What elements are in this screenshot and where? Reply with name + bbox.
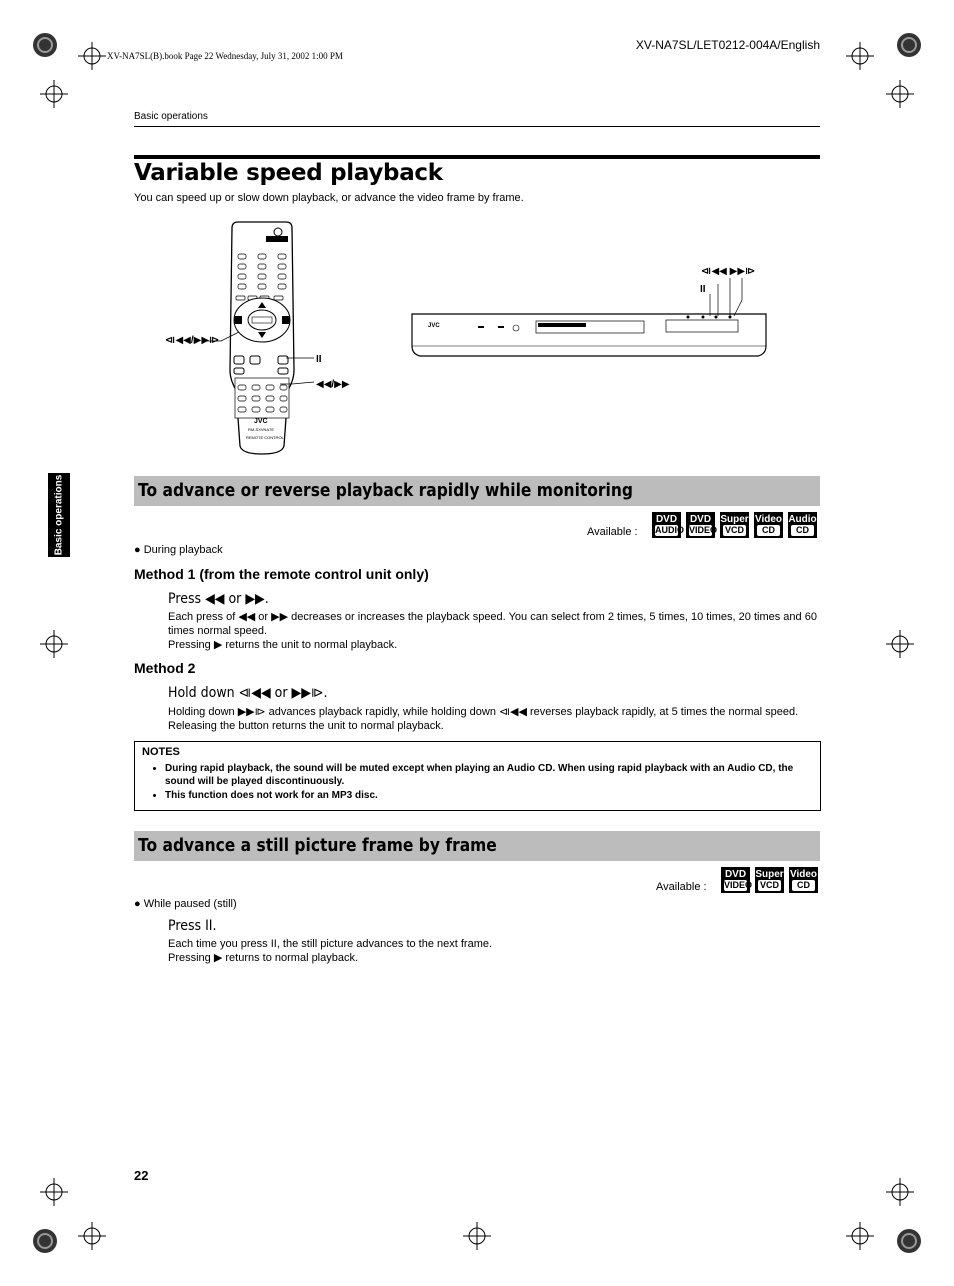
section1-heading-text: To advance or reverse playback rapidly while monitoring	[138, 480, 633, 501]
intro-text: You can speed up or slow down playback, or advance the video frame by frame.	[134, 192, 524, 204]
registration-mark-top-right	[894, 30, 924, 60]
crosshair-mark-left-lower	[40, 1178, 68, 1206]
bullet-icon: ●	[134, 898, 141, 910]
remote-search-leader	[280, 378, 316, 388]
crosshair-mark-right-lower	[886, 1178, 914, 1206]
title-rule	[134, 155, 820, 159]
method2-press: Hold down ⧏◀◀ or ▶▶⧐.	[168, 685, 328, 701]
notes-heading: NOTES	[142, 746, 180, 758]
section2-press: Press II.	[168, 918, 217, 934]
crosshair-mark-right-middle	[886, 630, 914, 658]
crosshair-mark-bottom-left	[78, 1222, 106, 1250]
crosshair-mark-bottom-right	[846, 1222, 874, 1250]
crosshair-mark-right-upper	[886, 80, 914, 108]
section2-description: Each time you press II, the still picture advances to the next frame.	[168, 938, 493, 950]
side-tab	[48, 473, 70, 557]
note-item: • During rapid playback, the sound will be muted except when playing an Audio CD. When using rapid playback with an Audio CD, the sound will be played discontinuously.	[165, 762, 815, 788]
page-number: 22	[134, 1168, 149, 1183]
disc-badge-super-vcd: Super VCD	[755, 867, 784, 893]
disc-badge-dvd-video: DVD VIDEO	[721, 867, 750, 893]
crosshair-mark-left-middle	[40, 630, 68, 658]
method2-heading: Method 2	[134, 660, 196, 676]
remote-brand: JVC	[254, 418, 268, 425]
player-pause-label: II	[700, 284, 706, 295]
method1-heading: Method 1 (from the remote control unit only)	[134, 566, 429, 582]
disc-badge-audio-cd: Audio CD	[788, 512, 817, 538]
section2-condition: ● While paused (still)	[134, 898, 237, 910]
remote-caption: REMOTE CONTROL	[246, 435, 284, 440]
section1-condition: ● During playback	[134, 544, 223, 556]
side-tab-label: Basic operations	[53, 474, 65, 556]
section2-heading	[134, 831, 820, 861]
remote-skip-label: ⧏◀◀/▶▶⧐	[165, 335, 220, 346]
method1-description-return: Pressing ▶ returns the unit to normal playback.	[168, 639, 398, 651]
section2-available-label: Available :	[656, 881, 707, 893]
remote-pause-leader	[286, 352, 316, 364]
disc-badge-video-cd: Video CD	[789, 867, 818, 893]
method1-press: Press ◀◀ or ▶▶.	[168, 591, 269, 607]
disc-badge-super-vcd: Super VCD	[720, 512, 749, 538]
crosshair-mark-top-right	[846, 42, 874, 70]
player-leaders	[700, 276, 750, 318]
registration-mark-bottom-right	[894, 1226, 924, 1256]
disc-badge-video-cd: Video CD	[754, 512, 783, 538]
section-divider	[134, 126, 820, 127]
crosshair-mark-left-upper	[40, 80, 68, 108]
section1-badges	[652, 512, 817, 538]
note-item: • This function does not work for an MP3 disc.	[165, 789, 815, 802]
disc-badge-dvd-audio: DVD AUDIO	[652, 512, 681, 538]
crosshair-mark-top-left	[78, 42, 106, 70]
section-label: Basic operations	[134, 111, 208, 122]
section1-available-label: Available :	[587, 526, 638, 538]
remote-pause-label: II	[316, 354, 322, 365]
remote-model: RM-SXVNA7E	[248, 427, 275, 432]
model-code: XV-NA7SL/LET0212-004A/English	[635, 38, 820, 52]
section2-badges	[721, 867, 818, 893]
notes-list	[141, 762, 815, 803]
remote-skip-leader	[205, 330, 245, 350]
registration-mark-bottom-left	[30, 1226, 60, 1256]
registration-mark-top-left	[30, 30, 60, 60]
section2-description-return: Pressing ▶ returns to normal playback.	[168, 952, 359, 964]
page-title: Variable speed playback	[134, 160, 443, 186]
notes-box	[134, 741, 821, 811]
remote-search-label: ◀◀/▶▶	[316, 379, 350, 390]
dvd-player-illustration	[408, 312, 770, 358]
player-skip-label: ⧏◀◀ ▶▶⧐	[701, 266, 756, 277]
method1-description: Each press of ◀◀ or ▶▶ decreases or increases the playback speed. You can select from 2 times, 5 times, 10 times, 20 times and 60 times normal speed.	[168, 611, 817, 637]
bullet-icon: ●	[134, 544, 141, 556]
player-brand: JVC	[428, 323, 440, 329]
section2-heading-text: To advance a still picture frame by frame	[138, 835, 497, 856]
section1-heading	[134, 476, 820, 506]
file-info: XV-NA7SL(B).book Page 22 Wednesday, July 31, 2002 1:00 PM	[107, 51, 343, 61]
disc-badge-dvd-video: DVD VIDEO	[686, 512, 715, 538]
method2-description: Holding down ▶▶⧐ advances playback rapidly, while holding down ⧏◀◀ reverses playback rapidly, at 5 times the normal speed. Releasing the button returns the unit to normal playback.	[168, 706, 799, 732]
crosshair-mark-bottom-center	[463, 1222, 491, 1250]
